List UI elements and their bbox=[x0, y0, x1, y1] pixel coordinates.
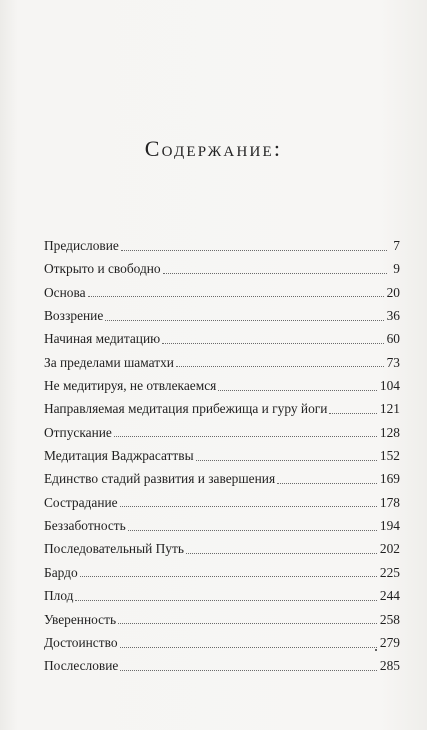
toc-entry-page: 194 bbox=[379, 518, 400, 534]
toc-entry-page: 285 bbox=[379, 658, 400, 674]
toc-entry bbox=[44, 608, 400, 631]
toc-entry bbox=[44, 584, 400, 607]
toc-entry-page: 152 bbox=[379, 448, 400, 464]
dot-leader bbox=[329, 403, 376, 415]
dot-leader bbox=[118, 613, 377, 625]
toc-entry-page: 128 bbox=[379, 424, 400, 440]
toc-entry bbox=[44, 491, 400, 514]
toc-entry-title: Сострадание bbox=[44, 494, 118, 510]
dot-leader bbox=[114, 426, 377, 438]
page-speck bbox=[375, 649, 377, 651]
toc-entry bbox=[44, 281, 400, 304]
dot-leader bbox=[162, 333, 384, 345]
toc-entry-title: Медитация Ваджрасаттвы bbox=[44, 448, 194, 464]
toc-entry bbox=[44, 351, 400, 374]
toc-entry-title: Воззрение bbox=[44, 308, 104, 324]
toc-entry-page: 121 bbox=[379, 401, 400, 417]
toc-entry bbox=[44, 234, 400, 257]
toc-entry bbox=[44, 421, 400, 444]
toc-entry-title: Отпускание bbox=[44, 424, 112, 440]
toc-entry-page: 178 bbox=[379, 494, 400, 510]
toc-entry-page: 7 bbox=[393, 238, 400, 253]
toc-entry-title: Бардо bbox=[44, 564, 78, 580]
toc-entry-title: Беззаботность bbox=[44, 518, 126, 534]
toc-entry-page: 36 bbox=[386, 308, 400, 324]
toc-entry-title: Начиная медитацию bbox=[44, 331, 161, 347]
toc-entry bbox=[44, 467, 400, 490]
dot-leader bbox=[88, 286, 384, 298]
dot-leader bbox=[277, 473, 377, 485]
dot-leader bbox=[196, 450, 377, 462]
dot-leader bbox=[186, 543, 377, 555]
toc-entry bbox=[44, 374, 400, 397]
toc-entry-page: 73 bbox=[386, 354, 400, 370]
dot-leader bbox=[176, 356, 384, 368]
dot-leader bbox=[120, 496, 377, 508]
toc-entry-title: Достоинство bbox=[44, 634, 118, 650]
contents-heading: Содержание: bbox=[144, 136, 283, 161]
table-of-contents bbox=[44, 234, 400, 678]
toc-entry bbox=[44, 304, 400, 327]
toc-entry-title: Уверенность bbox=[44, 611, 117, 627]
toc-entry-page: 244 bbox=[379, 588, 400, 604]
toc-entry bbox=[44, 514, 400, 537]
toc-entry-title: Основа bbox=[44, 284, 86, 300]
toc-entry-title: Единство стадий развития и завершения bbox=[44, 471, 276, 487]
toc-entry bbox=[44, 631, 400, 654]
toc-entry-title: Не медитируя, не отвлекаемся bbox=[44, 378, 217, 394]
toc-entry bbox=[44, 537, 400, 560]
toc-entry-page: 9 bbox=[393, 261, 400, 277]
dot-leader bbox=[105, 310, 383, 322]
toc-entry-page: 225 bbox=[379, 564, 400, 580]
dot-leader bbox=[120, 660, 377, 672]
toc-entry bbox=[44, 257, 400, 280]
toc-entry-page: 104 bbox=[379, 378, 400, 394]
toc-entry-page: 20 bbox=[386, 284, 400, 300]
toc-entry-page: 202 bbox=[379, 541, 400, 557]
toc-entry-title: Плод bbox=[44, 588, 74, 604]
toc-entry-title: Открыто и свободно bbox=[44, 261, 161, 277]
dot-leader bbox=[75, 590, 376, 602]
dot-leader bbox=[128, 520, 377, 532]
toc-entry-title: Послесловие bbox=[44, 658, 119, 674]
dot-leader bbox=[120, 637, 377, 649]
toc-entry-title: За пределами шаматхи bbox=[44, 354, 174, 370]
toc-entry-page: 60 bbox=[386, 331, 400, 347]
toc-entry bbox=[44, 654, 400, 677]
toc-entry-page: 169 bbox=[379, 471, 400, 487]
dot-leader bbox=[218, 380, 377, 392]
toc-entry bbox=[44, 444, 400, 467]
toc-entry-title: Последовательный Путь bbox=[44, 541, 184, 557]
toc-entry bbox=[44, 561, 400, 584]
toc-entry-title: Предисловие bbox=[44, 238, 119, 253]
toc-entry-page: 258 bbox=[379, 611, 400, 627]
toc-entry bbox=[44, 327, 400, 350]
dot-leader bbox=[80, 566, 377, 578]
toc-entry-title: Направляемая медитация прибежища и гуру йоги bbox=[44, 401, 328, 417]
dot-leader bbox=[121, 240, 387, 252]
dot-leader bbox=[163, 263, 387, 275]
toc-entry-page: 279 bbox=[379, 634, 400, 650]
toc-entry bbox=[44, 397, 400, 420]
